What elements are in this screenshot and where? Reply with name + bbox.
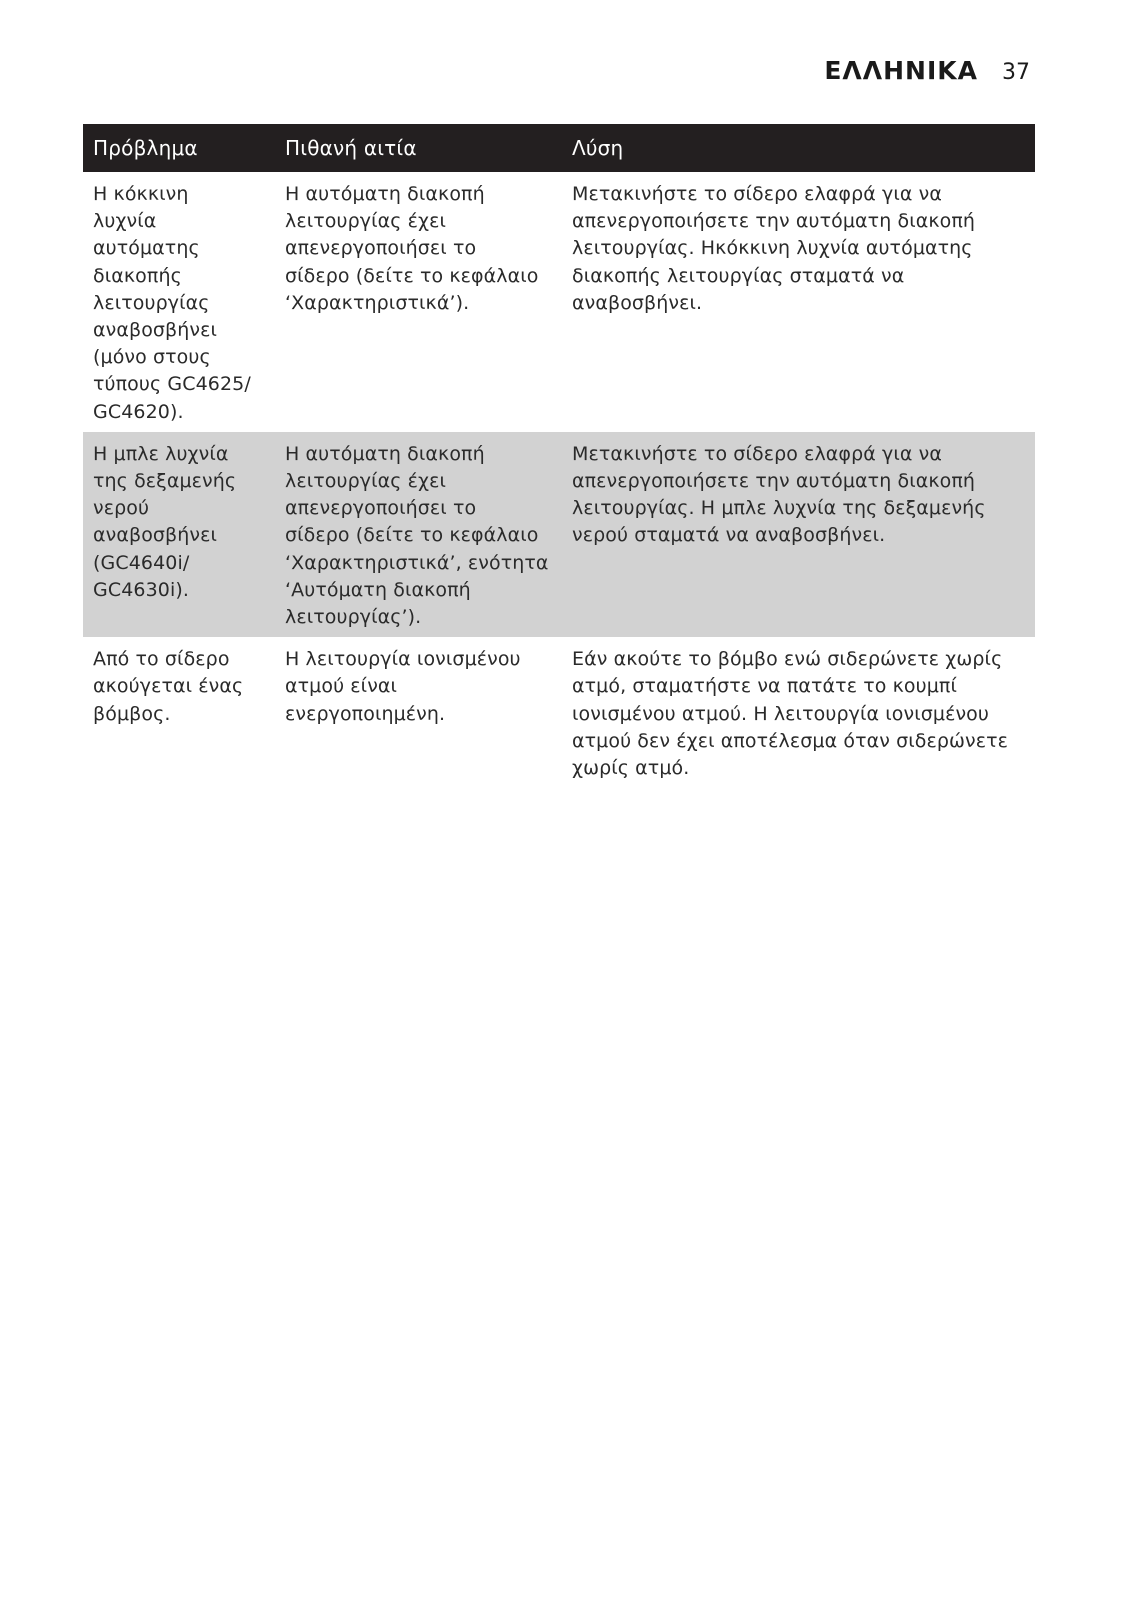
cause-cell	[275, 637, 562, 788]
problem-cell	[83, 432, 275, 637]
solution-cell	[562, 432, 1035, 637]
page-header	[824, 56, 1030, 85]
problem-text: Η μπλε λυχνία της δεξαμενής νερού αναβοσβήνει (GC4640i/ GC4630i).	[93, 442, 237, 601]
problem-text: Από το σίδερο ακούγεται ένας βόμβος.	[93, 648, 244, 725]
problem-cell	[83, 172, 275, 432]
cause-text: Η λειτουργία ιονισμένου ατμού είναι ενεργοποιημένη.	[285, 648, 521, 725]
troubleshooting-table	[83, 124, 1035, 788]
table-row	[83, 432, 1035, 637]
table-row	[83, 172, 1035, 432]
cause-cell	[275, 172, 562, 432]
cause-text: Η αυτόματη διακοπή λειτουργίας έχει απενεργοποιήσει το σίδερο (δείτε το κεφάλαιο ‘Χαρακτηριστικά’).	[285, 183, 539, 314]
table-row	[83, 637, 1035, 788]
solution-cell	[562, 637, 1035, 788]
solution-cell	[562, 172, 1035, 432]
cause-cell	[275, 432, 562, 637]
language-label: ΕΛΛΗΝΙΚΑ	[824, 56, 978, 85]
problem-text: Η κόκκινη λυχνία αυτόματης διακοπής λειτουργίας αναβοσβήνει (μόνο στους τύπους GC4625/ GC4620).	[93, 183, 251, 423]
solution-text: Εάν ακούτε το βόμβο ενώ σιδερώνετε χωρίς ατμό, σταματήστε να πατάτε το κουμπί ιονισμένου ατμού. Η λειτουργία ιονισμένου ατμού δεν έχει αποτέλεσμα όταν σιδερώνετε χωρίς ατμό.	[572, 648, 1009, 780]
solution-text: Μετακινήστε το σίδερο ελαφρά για να απενεργοποιήσετε την αυτόματη διακοπή λειτουργίας. Η μπλε λυχνία της δεξαμενής νερού σταματά να αναβοσβήνει.	[572, 442, 986, 547]
table-header-row	[83, 124, 1035, 172]
cause-text: Η αυτόματη διακοπή λειτουργίας έχει απενεργοποιήσει το σίδερο (δείτε το κεφάλαιο ‘Χαρακτηριστικά’, ενότητα ‘Αυτόματη διακοπή λειτουργίας’).	[285, 442, 549, 629]
page-number: 37	[1002, 60, 1030, 85]
solution-text: Μετακινήστε το σίδερο ελαφρά για να απενεργοποιήσετε την αυτόματη διακοπή λειτουργίας. Ηκόκκινη λυχνία αυτόματης διακοπής λειτουργίας σταματά να αναβοσβήνει.	[572, 183, 976, 314]
problem-cell	[83, 637, 275, 788]
column-header-cause: Πιθανή αιτία	[285, 136, 417, 160]
column-header-solution: Λύση	[572, 136, 624, 160]
column-header-problem: Πρόβλημα	[93, 136, 198, 160]
